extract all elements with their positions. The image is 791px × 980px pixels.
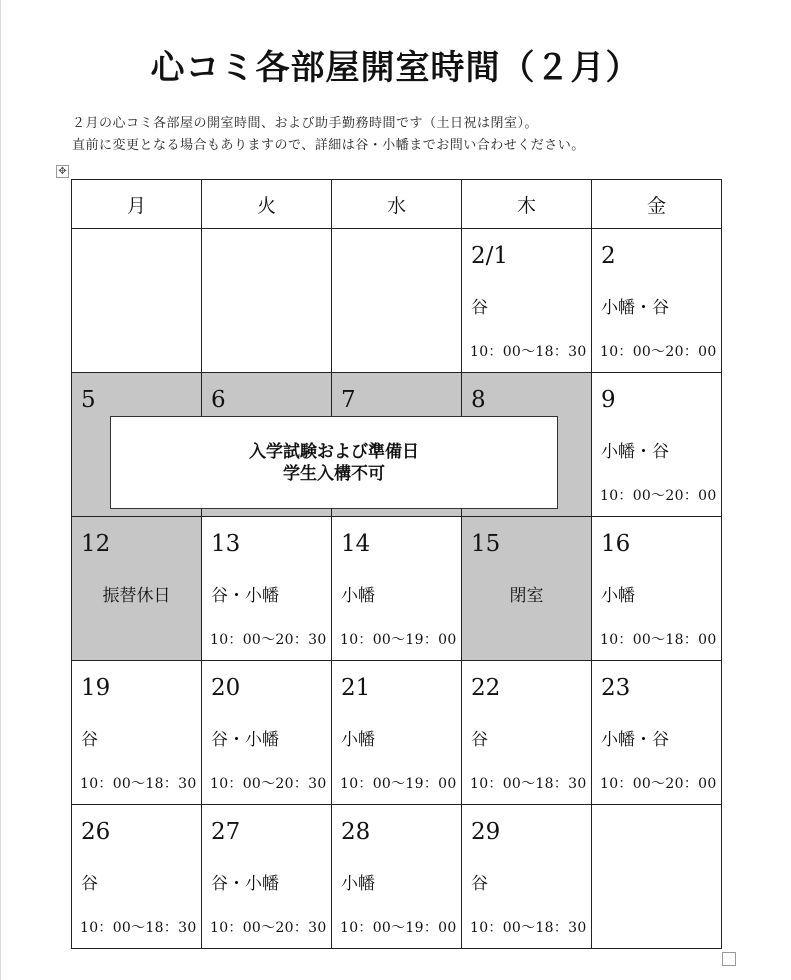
resize-handle-icon[interactable] <box>722 952 736 966</box>
day-hours: 10：00〜19：00 <box>340 632 457 648</box>
day-cell[interactable] <box>332 805 462 949</box>
notice-line-1: 入学試験および準備日 <box>249 441 419 462</box>
day-cell[interactable] <box>462 661 592 805</box>
day-staff: 小幡・谷 <box>601 298 669 318</box>
day-cell-closed[interactable] <box>462 517 592 661</box>
day-staff: 谷・小幡 <box>211 874 279 894</box>
day-date: 6 <box>211 387 226 413</box>
day-cell[interactable] <box>462 805 592 949</box>
day-date: 29 <box>471 819 501 845</box>
week-row <box>72 805 722 949</box>
weekday-header: 金 <box>592 180 722 229</box>
day-staff: 小幡 <box>341 586 375 606</box>
day-cell-empty[interactable] <box>72 229 202 373</box>
day-hours: 10：00〜20：00 <box>600 344 717 360</box>
day-cell[interactable] <box>462 229 592 373</box>
day-staff: 小幡 <box>601 586 635 606</box>
week-row <box>72 517 722 661</box>
day-cell-empty[interactable] <box>332 229 462 373</box>
day-date: 14 <box>341 531 371 557</box>
day-date: 5 <box>81 387 96 413</box>
day-date: 19 <box>81 675 111 701</box>
day-cell[interactable] <box>592 229 722 373</box>
day-cell[interactable] <box>202 517 332 661</box>
day-date: 7 <box>341 387 356 413</box>
page-title: 心コミ各部屋開室時間（２月） <box>150 48 641 88</box>
day-date: 12 <box>81 531 111 557</box>
day-staff: 谷 <box>471 730 488 750</box>
weekday-header: 木 <box>462 180 592 229</box>
day-hours: 10：00〜20：30 <box>210 632 327 648</box>
day-date: 27 <box>211 819 241 845</box>
day-cell-closed[interactable] <box>72 517 202 661</box>
day-cell[interactable] <box>72 805 202 949</box>
day-date: 28 <box>341 819 371 845</box>
day-hours: 10：00〜20：30 <box>210 776 327 792</box>
week-row <box>72 229 722 373</box>
day-date: 2/1 <box>471 243 509 269</box>
intro-line-2: 直前に変更となる場合もありますので、詳細は谷・小幡までお問い合わせください。 <box>72 138 585 153</box>
day-cell[interactable] <box>592 661 722 805</box>
day-date: 9 <box>601 387 616 413</box>
day-date: 21 <box>341 675 371 701</box>
day-hours: 10：00〜18：30 <box>470 776 587 792</box>
day-cell[interactable] <box>592 373 722 517</box>
day-staff: 小幡 <box>341 874 375 894</box>
day-hours: 10：00〜18：30 <box>470 344 587 360</box>
day-date: 16 <box>601 531 631 557</box>
calendar-table <box>71 179 722 949</box>
day-cell-empty[interactable] <box>202 229 332 373</box>
day-cell[interactable] <box>332 661 462 805</box>
day-cell[interactable] <box>202 805 332 949</box>
weekday-header: 火 <box>202 180 332 229</box>
move-handle-icon[interactable]: ✥ <box>56 165 69 178</box>
day-hours: 10：00〜18：30 <box>80 776 197 792</box>
day-hours: 10：00〜20：00 <box>600 776 717 792</box>
day-date: 8 <box>471 387 486 413</box>
day-staff: 小幡・谷 <box>601 730 669 750</box>
day-hours: 10：00〜18：30 <box>80 920 197 936</box>
day-staff: 小幡・谷 <box>601 442 669 462</box>
day-cell[interactable] <box>72 661 202 805</box>
day-hours: 10：00〜20：00 <box>600 488 717 504</box>
weekday-header: 月 <box>72 180 202 229</box>
day-date: 20 <box>211 675 241 701</box>
day-staff: 谷 <box>471 298 488 318</box>
day-status: 閉室 <box>509 586 544 606</box>
week-row <box>72 661 722 805</box>
day-hours: 10：00〜19：00 <box>340 776 457 792</box>
day-staff: 谷 <box>471 874 488 894</box>
day-date: 2 <box>601 243 616 269</box>
day-staff: 谷 <box>81 874 98 894</box>
day-staff: 小幡 <box>341 730 375 750</box>
day-staff: 谷・小幡 <box>211 586 279 606</box>
day-cell[interactable] <box>202 661 332 805</box>
day-hours: 10：00〜18：30 <box>470 920 587 936</box>
weekday-header: 水 <box>332 180 462 229</box>
day-hours: 10：00〜20：30 <box>210 920 327 936</box>
notice-line-2: 学生入構不可 <box>283 463 385 484</box>
day-status: 振替休日 <box>102 586 171 606</box>
exam-notice-box <box>110 416 558 509</box>
day-date: 23 <box>601 675 631 701</box>
weekday-header-row <box>72 180 722 229</box>
day-cell-empty[interactable] <box>592 805 722 949</box>
day-cell[interactable] <box>332 517 462 661</box>
day-hours: 10：00〜19：00 <box>340 920 457 936</box>
day-date: 15 <box>471 531 501 557</box>
intro-line-1: ２月の心コミ各部屋の開室時間、および助手勤務時間です（土日祝は閉室）。 <box>72 116 539 131</box>
day-date: 13 <box>211 531 241 557</box>
day-cell[interactable] <box>592 517 722 661</box>
day-staff: 谷 <box>81 730 98 750</box>
intro-text <box>72 113 752 157</box>
day-staff: 谷・小幡 <box>211 730 279 750</box>
day-date: 22 <box>471 675 501 701</box>
day-date: 26 <box>81 819 111 845</box>
page-left-border <box>0 0 1 980</box>
day-hours: 10：00〜18：00 <box>600 632 717 648</box>
